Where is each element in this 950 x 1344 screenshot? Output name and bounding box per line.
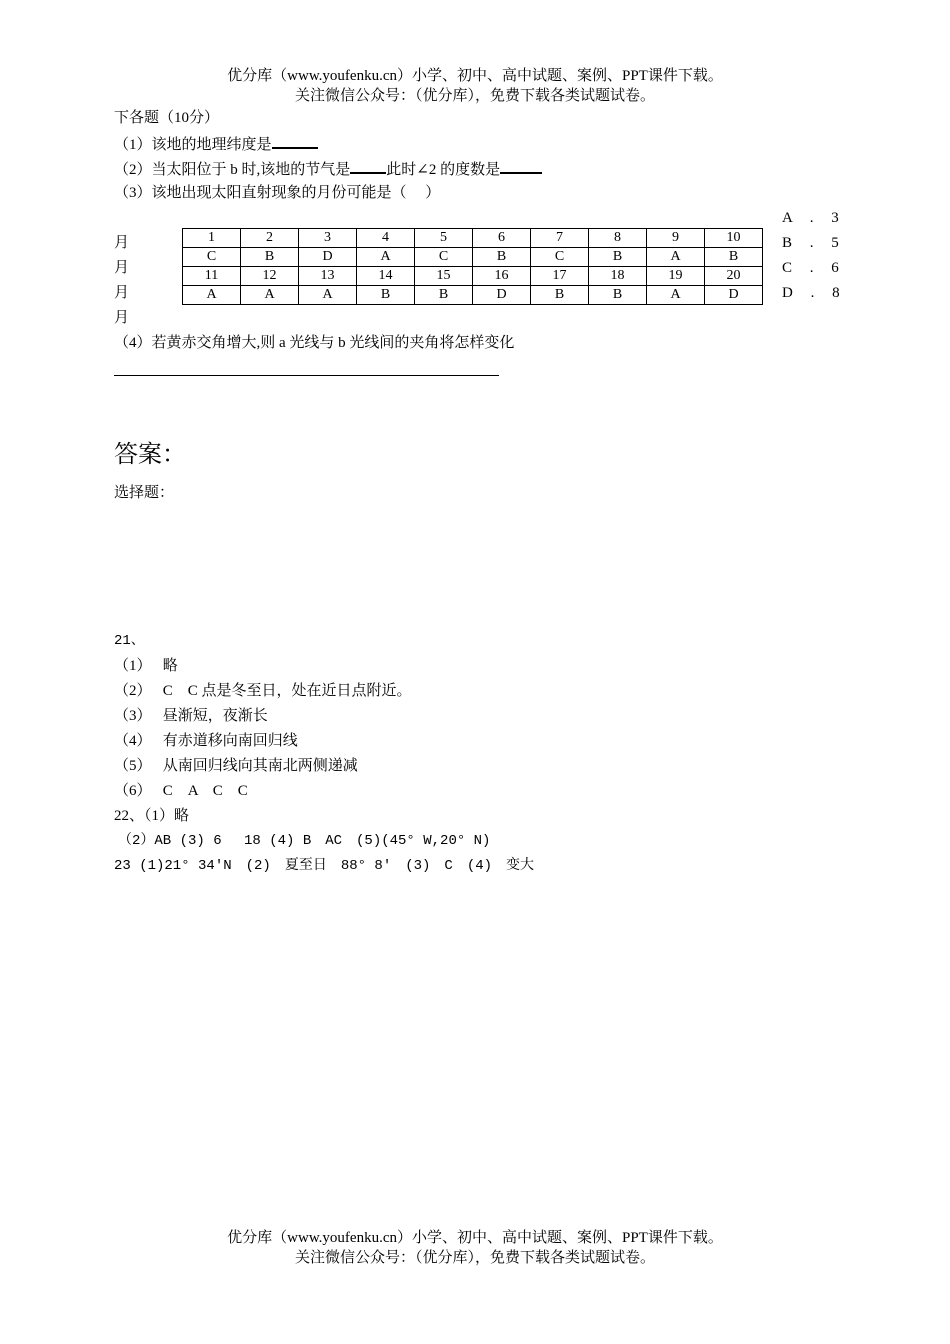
header-line-2: 关注微信公众号：（优分库），免费下载各类试题试卷。: [294, 88, 655, 104]
answer-21-item: （3） 昼渐短，夜渐长: [114, 708, 268, 724]
table-cell: D: [705, 286, 763, 305]
table-cell: C: [531, 248, 589, 267]
answer-blank: [500, 158, 542, 174]
table-cell: 2: [241, 229, 299, 248]
table-cell: 20: [705, 267, 763, 286]
answer-23: 23 (1)21° 34′N (2) 夏至日 88° 8′ (3) C (4) 变大: [114, 858, 535, 874]
option-b-suffix: 月: [114, 260, 130, 276]
table-cell: B: [589, 286, 647, 305]
table-cell: B: [589, 248, 647, 267]
table-row: [183, 267, 763, 286]
question-1: [114, 133, 318, 153]
table-cell: 13: [299, 267, 357, 286]
answer-table: [182, 228, 763, 305]
table-row: [183, 286, 763, 305]
answer-blank: [272, 133, 318, 149]
answers-heading: 答案：: [114, 442, 186, 468]
table-cell: C: [415, 248, 473, 267]
answer-21-item: （2） C C 点是冬至日，处在近日点附近。: [114, 683, 412, 699]
table-cell: A: [357, 248, 415, 267]
table-cell: B: [241, 248, 299, 267]
table-cell: 19: [647, 267, 705, 286]
table-cell: 7: [531, 229, 589, 248]
table-row: [183, 229, 763, 248]
option-a-suffix: 月: [114, 235, 130, 251]
footer-line-2: 关注微信公众号：（优分库），免费下载各类试题试卷。: [294, 1250, 655, 1266]
table-cell: 10: [705, 229, 763, 248]
table-cell: 18: [589, 267, 647, 286]
table-cell: B: [705, 248, 763, 267]
option-a: A . 3: [782, 210, 846, 226]
answer-21-label: 21、: [114, 633, 145, 649]
table-cell: B: [531, 286, 589, 305]
table-cell: A: [647, 248, 705, 267]
table-cell: 5: [415, 229, 473, 248]
table-cell: B: [473, 248, 531, 267]
question-4: （4）若黄赤交角增大,则 a 光线与 b 光线间的夹角将怎样变化: [114, 335, 515, 351]
question-title: 下各题（10分）: [114, 110, 220, 126]
answer-22-a: 22、（1）略: [114, 808, 190, 824]
option-c-suffix: 月: [114, 285, 130, 301]
table-cell: A: [299, 286, 357, 305]
table-cell: A: [241, 286, 299, 305]
answer-21-item: （4） 有赤道移向南回归线: [114, 733, 298, 749]
table-cell: 15: [415, 267, 473, 286]
table-cell: 6: [473, 229, 531, 248]
table-cell: 11: [183, 267, 241, 286]
option-d-suffix: 月: [114, 310, 130, 326]
question-3: （3）该地出现太阳直射现象的月份可能是（ ）: [114, 185, 441, 201]
table-cell: 1: [183, 229, 241, 248]
table-row: [183, 248, 763, 267]
table-cell: 16: [473, 267, 531, 286]
footer-line-1: 优分库（www.youfenku.cn）小学、初中、高中试题、案例、PPT课件下载。: [227, 1230, 723, 1246]
option-b: B . 5: [782, 235, 846, 251]
answer-blank: [350, 158, 386, 174]
question-2-text-b: 此时∠2 的度数是: [386, 162, 501, 178]
table-cell: 17: [531, 267, 589, 286]
answer-21-item: （5） 从南回归线向其南北两侧递减: [114, 758, 358, 774]
table-cell: 12: [241, 267, 299, 286]
option-d: D . 8: [782, 285, 847, 301]
question-1-text: （1）该地的地理纬度是: [114, 137, 272, 153]
table-cell: 8: [589, 229, 647, 248]
table-cell: 14: [357, 267, 415, 286]
table-cell: 4: [357, 229, 415, 248]
answer-22-b: （2）AB (3) 6 18 (4) B AC (5)(45° W,20° N): [118, 833, 491, 849]
choice-label: 选择题：: [114, 485, 175, 501]
answer-line: [114, 375, 499, 376]
table-cell: D: [473, 286, 531, 305]
table-cell: D: [299, 248, 357, 267]
table-cell: 9: [647, 229, 705, 248]
table-cell: A: [647, 286, 705, 305]
table-cell: B: [415, 286, 473, 305]
answer-21-item: （6） C A C C: [114, 783, 248, 799]
option-c: C . 6: [782, 260, 846, 276]
table-cell: B: [357, 286, 415, 305]
question-2: [114, 158, 542, 178]
answer-21-item: （1） 略: [114, 658, 178, 674]
table-cell: A: [183, 286, 241, 305]
header-line-1: 优分库（www.youfenku.cn）小学、初中、高中试题、案例、PPT课件下载。: [227, 68, 723, 84]
table-cell: 3: [299, 229, 357, 248]
question-2-text-a: （2）当太阳位于 b 时,该地的节气是: [114, 162, 351, 178]
table-cell: C: [183, 248, 241, 267]
